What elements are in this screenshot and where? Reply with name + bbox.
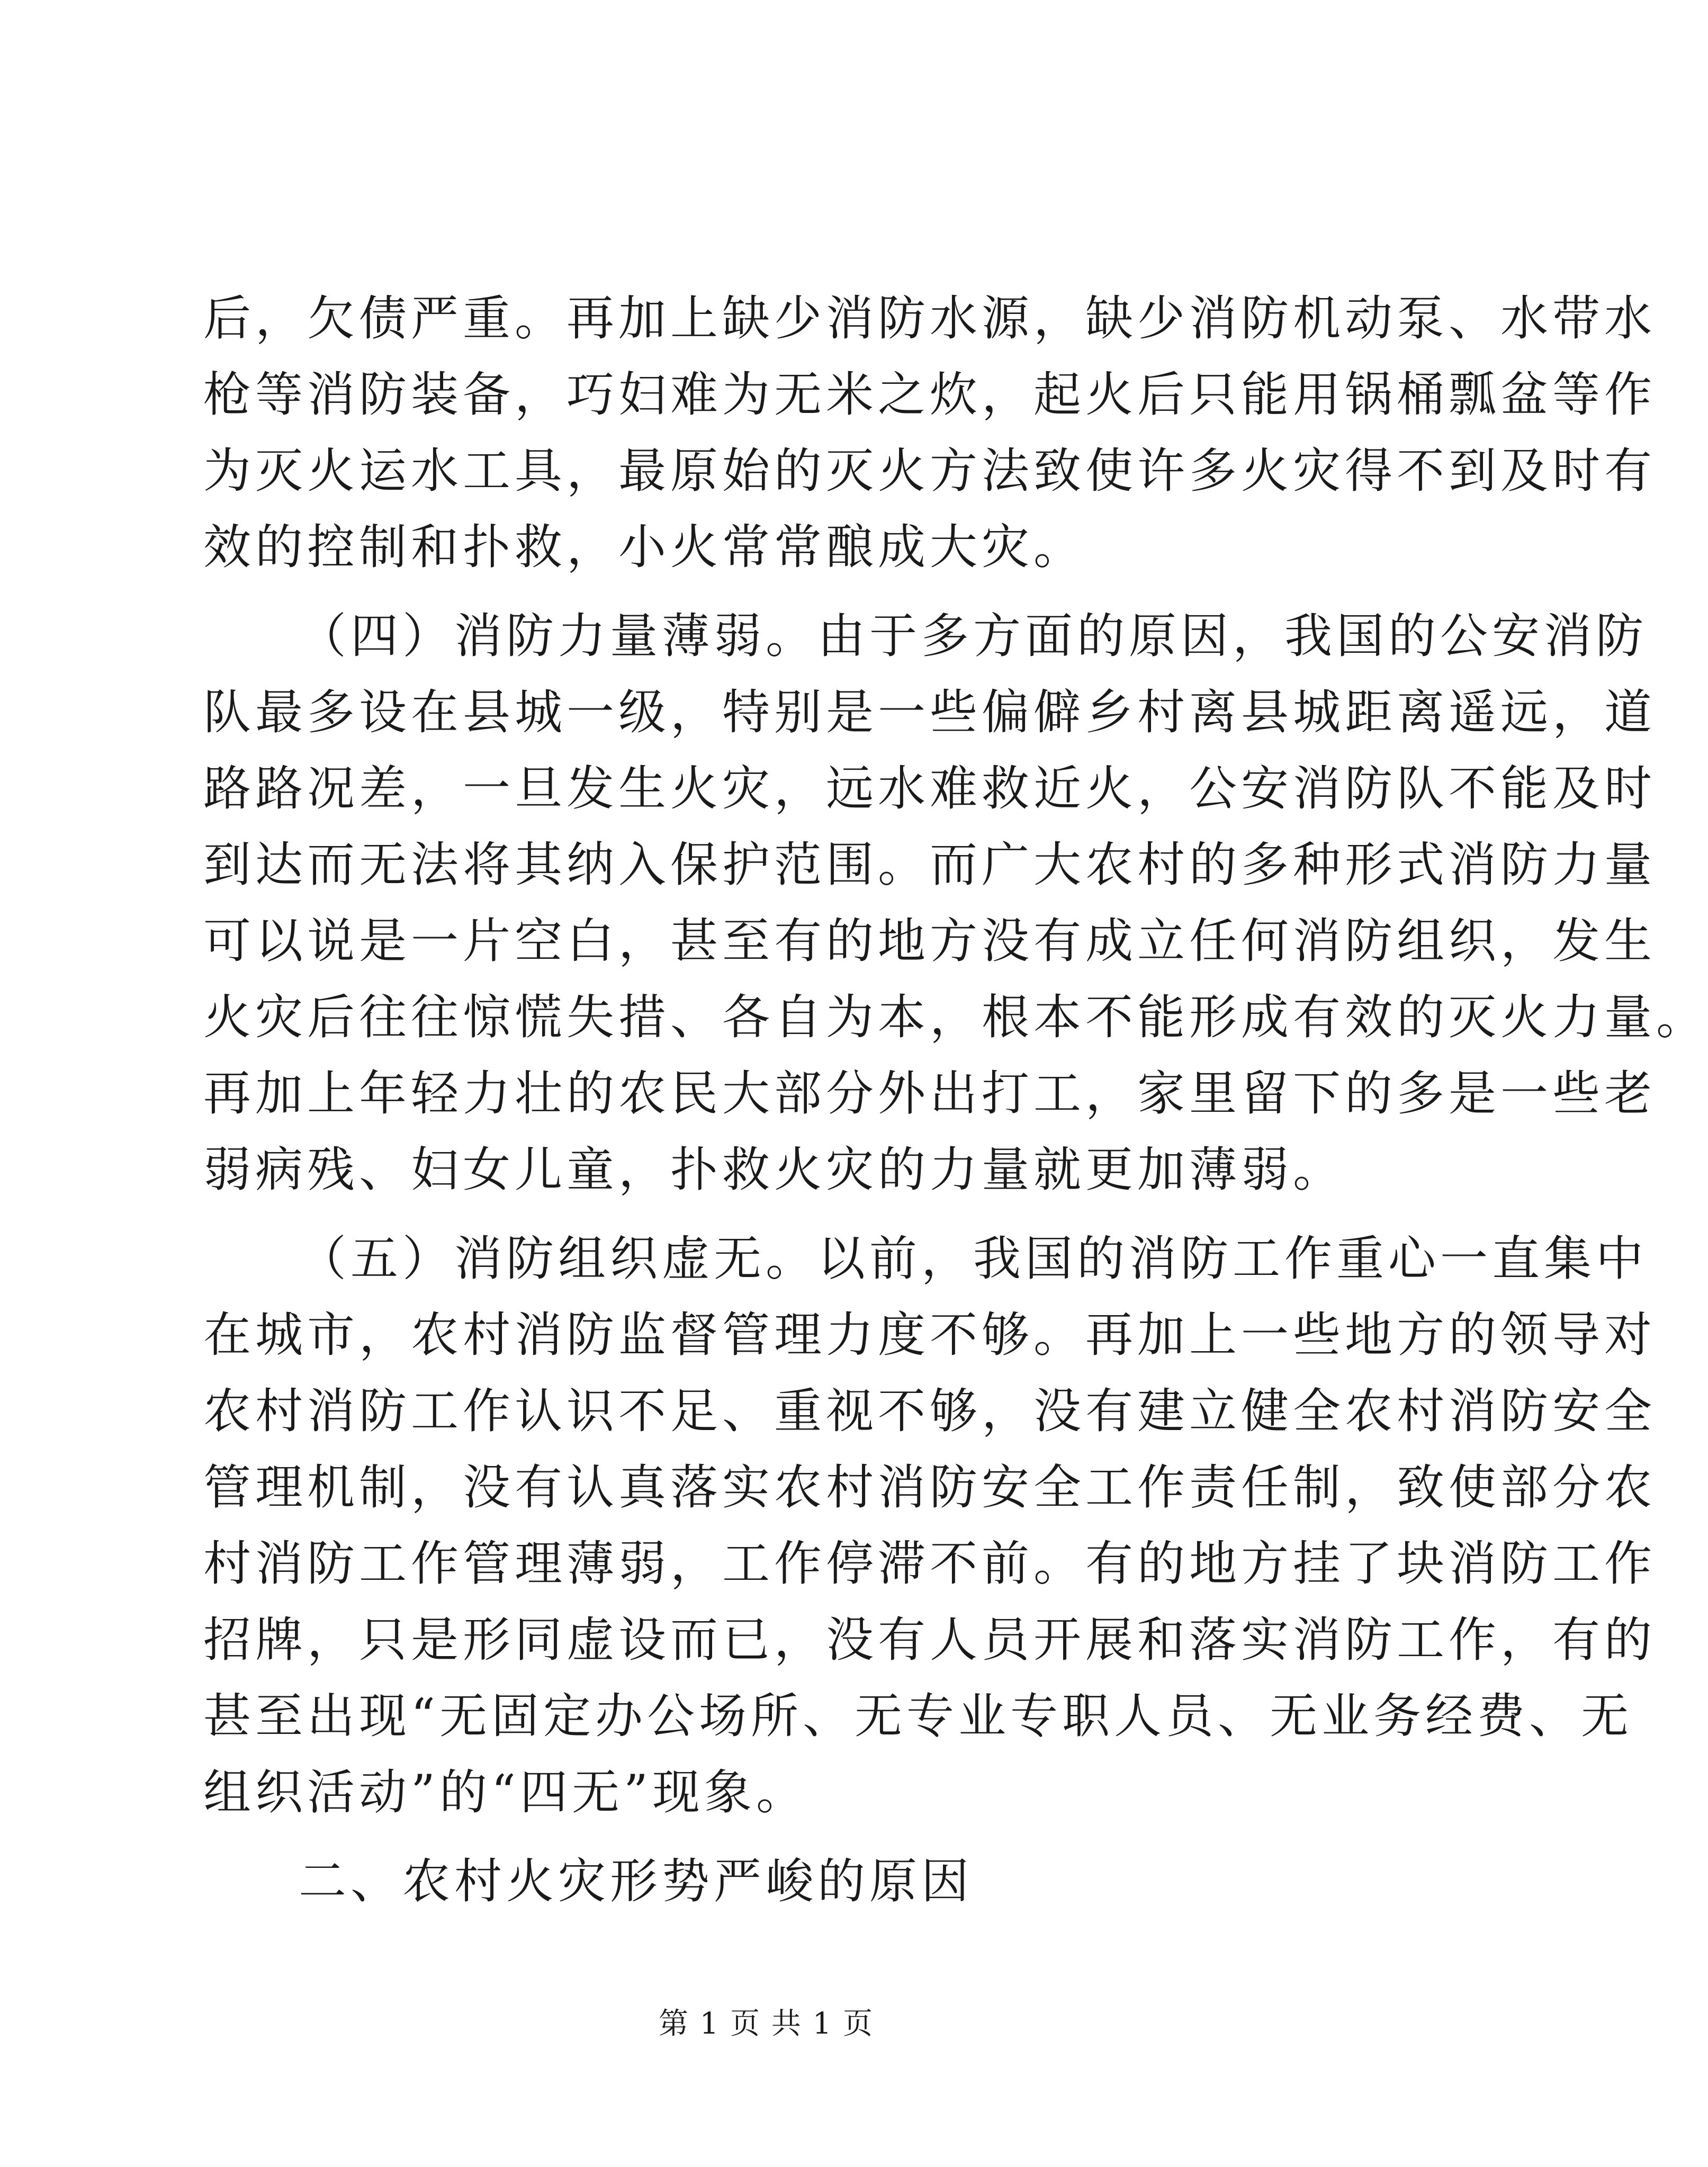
text-line: 可以说是一片空白，甚至有的地方没有成立任何消防组织，发生 — [203, 913, 1656, 969]
text-line: 枪等消防装备，巧妇难为无米之炊，起火后只能用锅桶瓢盆等作 — [203, 367, 1656, 422]
text-line: 村消防工作管理薄弱，工作停滞不前。有的地方挂了块消防工作 — [203, 1536, 1656, 1591]
paragraph-start-line: （四）消防力量薄弱。由于多方面的原因，我国的公安消防 — [299, 608, 1648, 664]
document-body — [203, 281, 1708, 1920]
text-line: 甚至出现“无固定办公场所、无专业专职人员、无业务经费、无 — [203, 1688, 1633, 1744]
text-line: 再加上年轻力壮的农民大部分外出打工，家里留下的多是一些老 — [203, 1066, 1656, 1121]
text-line: 火灾后往往惊慌失措、各自为本，根本不能形成有效的灭火力量。 — [203, 990, 1708, 1045]
text-line: 到达而无法将其纳入保护范围。而广大农村的多种形式消防力量 — [203, 837, 1656, 893]
text-line: 招牌，只是形同虚设而已，没有人员开展和落实消防工作，有的 — [203, 1612, 1656, 1668]
text-line: 路路况差，一旦发生火灾，远水难救近火，公安消防队不能及时 — [203, 761, 1656, 816]
paragraph-start-line: （五）消防组织虚无。以前，我国的消防工作重心一直集中 — [299, 1231, 1648, 1287]
text-line: 农村消防工作认识不足、重视不够，没有建立健全农村消防安全 — [203, 1383, 1656, 1439]
text-line: 后，欠债严重。再加上缺少消防水源，缺少消防机动泵、水带水 — [203, 291, 1656, 346]
page-number-footer: 第 1 页 共 1 页 — [658, 2007, 874, 2041]
text-line: 弱病残、妇女儿童，扑救火灾的力量就更加薄弱。 — [203, 1142, 1345, 1198]
text-line: 为灭火运水工具，最原始的灭火方法致使许多火灾得不到及时有 — [203, 443, 1656, 499]
text-line: 效的控制和扑救，小火常常酿成大灾。 — [203, 519, 1085, 575]
text-line: 组织活动”的“四无”现象。 — [203, 1765, 808, 1820]
section-heading: 二、农村火灾形势严峻的原因 — [299, 1854, 973, 1909]
text-line: 队最多设在县城一级，特别是一些偏僻乡村离县城距离遥远，道 — [203, 685, 1656, 740]
text-line: 在城市，农村消防监督管理力度不够。再加上一些地方的领导对 — [203, 1307, 1656, 1363]
text-line: 管理机制，没有认真落实农村消防安全工作责任制，致使部分农 — [203, 1460, 1656, 1515]
